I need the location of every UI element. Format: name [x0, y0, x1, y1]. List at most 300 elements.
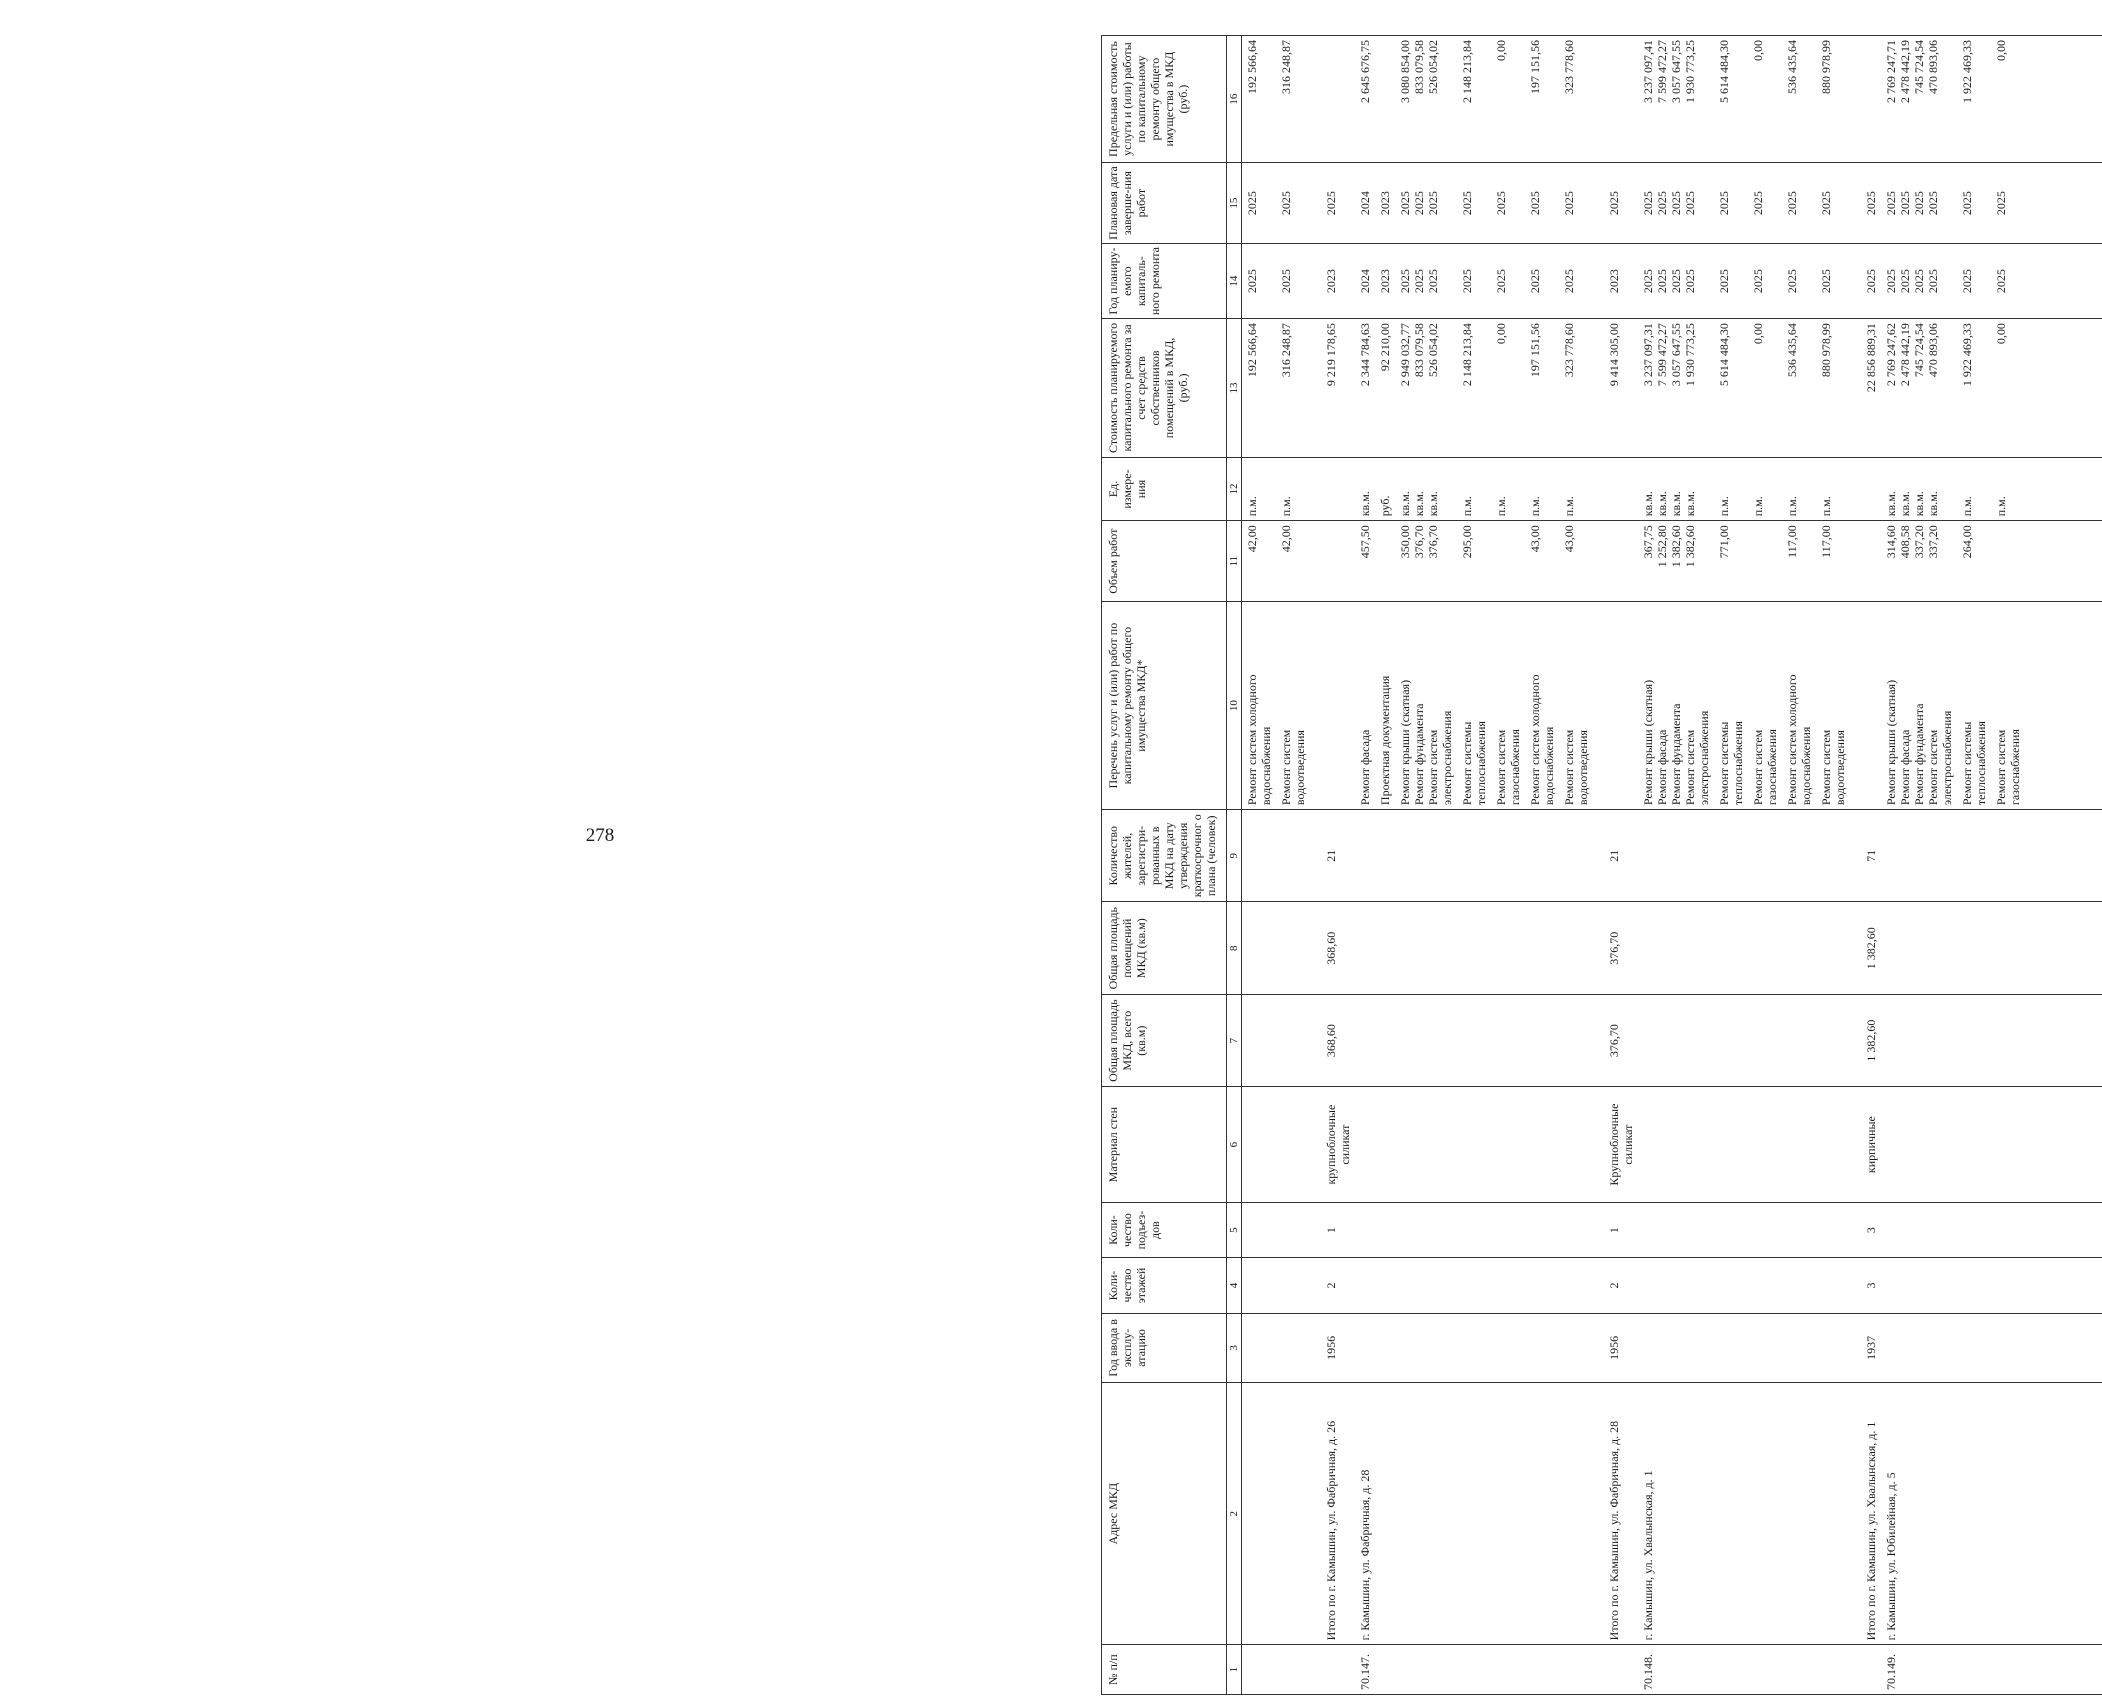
table-cell — [1276, 810, 1310, 902]
work-row — [1395, 36, 1457, 1695]
table-cell — [1242, 810, 1277, 902]
table-cell: 1 382,60 — [1850, 902, 1881, 994]
table-cell — [1714, 1202, 1748, 1257]
column-number: 3 — [1227, 1313, 1242, 1382]
table-cell — [1816, 1258, 1850, 1313]
table-cell: 1 922 469,33 — [1957, 319, 1991, 458]
table-cell: 2025 — [1748, 163, 1782, 244]
table-cell — [1242, 902, 1277, 994]
header-cell: Количество жителей, зарегистри-рованных в МКД на дату утверждения краткосрочног о плана (человек) — [1102, 810, 1227, 902]
table-cell: Ремонт крыши (скатная) Ремонт фасада Ремонт фундамента Ремонт систем электроснабжения — [1881, 602, 1957, 810]
table-cell: 197 151,56 — [1525, 319, 1559, 458]
table-cell: 2025 — [1816, 163, 1850, 244]
table-cell — [1638, 902, 1714, 994]
table-cell — [1991, 1645, 2025, 1695]
column-number: 4 — [1227, 1258, 1242, 1313]
column-number: 12 — [1227, 457, 1242, 521]
table-cell: 2023 — [1375, 244, 1395, 319]
table-cell — [1748, 902, 1782, 994]
table-cell — [1395, 1383, 1457, 1645]
table-cell — [1850, 36, 1881, 163]
table-cell — [1355, 810, 1375, 902]
table-cell: 2 949 032,77 833 079,58 526 054,02 — [1395, 319, 1457, 458]
table-cell: 2 — [1310, 1258, 1355, 1313]
table-cell: 5 614 484,30 — [1714, 36, 1748, 163]
table-cell: 197 151,56 — [1525, 36, 1559, 163]
table-cell — [1816, 810, 1850, 902]
table-cell: крупноблочные силикат — [1310, 1087, 1355, 1203]
table-cell: 264,00 — [1957, 521, 1991, 602]
table-cell — [1881, 810, 1957, 902]
table-cell — [2025, 521, 2102, 602]
table-cell: 2025 — [1276, 244, 1310, 319]
table-cell: 0,00 — [1991, 319, 2025, 458]
work-row — [1491, 36, 1525, 1695]
table-cell — [1748, 1313, 1782, 1382]
table-cell: 2023 — [1310, 244, 1355, 319]
table-cell: Крупноблочные силикат — [1593, 1087, 1638, 1203]
table-cell — [1395, 994, 1457, 1086]
table-cell — [1881, 1258, 1957, 1313]
table-cell: Ремонт системы теплоснабжения — [1957, 602, 1991, 810]
table-cell: 3 237 097,31 7 599 472,27 3 057 647,55 1 930 773,25 — [1638, 319, 1714, 458]
table-cell: г. Камышин, ул. Хвалынская, д. 1 — [1638, 1383, 1714, 1645]
work-row — [1714, 36, 1748, 1695]
column-number: 10 — [1227, 602, 1242, 810]
header-cell: Общая площадь помещений МКД (кв.м) — [1102, 902, 1227, 994]
header-cell: Перечень услуг и (или) работ по капитальному ремонту общего имущества МКД* — [1102, 602, 1227, 810]
table-cell: 2023 — [1375, 163, 1395, 244]
work-row — [1375, 36, 1395, 1695]
table-cell: 368,60 — [1310, 902, 1355, 994]
table-cell — [1242, 1202, 1277, 1257]
table-cell: 92 210,00 — [1375, 319, 1395, 458]
table-cell: 42,00 — [1276, 521, 1310, 602]
table-cell: кв.м. кв.м. кв.м. — [1395, 457, 1457, 521]
table-cell — [1816, 1383, 1850, 1645]
table-cell: 2 148 213,84 — [1457, 319, 1491, 458]
table-cell — [1355, 1202, 1375, 1257]
table-cell — [1714, 1313, 1748, 1382]
table-cell — [1525, 1313, 1559, 1382]
table-cell — [1375, 810, 1395, 902]
table-cell — [1491, 810, 1525, 902]
table-cell — [1355, 1313, 1375, 1382]
table-cell: Ремонт систем газоснабжения — [1991, 602, 2025, 810]
table-cell — [1491, 1313, 1525, 1382]
table-cell — [1991, 1313, 2025, 1382]
table-cell: 2025 — [1525, 163, 1559, 244]
table-cell — [1457, 994, 1491, 1086]
table-cell — [1310, 602, 1355, 810]
table-cell — [1525, 902, 1559, 994]
table-cell: 3 237 097,41 7 599 472,27 3 057 647,55 1 930 773,25 — [1638, 36, 1714, 163]
table-cell: 192 566,64 — [1242, 36, 1277, 163]
table-cell — [1991, 1383, 2025, 1645]
table-cell: 2025 — [1242, 163, 1277, 244]
table-cell: 2024 — [1355, 163, 1375, 244]
table-cell: Ремонт систем водоотведения — [1276, 602, 1310, 810]
table-cell: г. Камышин, ул. Фабричная, д. 28 — [1355, 1383, 1375, 1645]
table-cell — [1881, 1202, 1957, 1257]
table-cell — [1559, 1645, 1593, 1695]
table-cell — [1559, 1087, 1593, 1203]
table-cell: 2025 2025 2025 2025 — [1881, 244, 1957, 319]
table-cell: 2025 — [1850, 163, 1881, 244]
table-cell — [1525, 1383, 1559, 1645]
header-cell: Материал стен — [1102, 1087, 1227, 1203]
table-cell: 2 148 213,84 — [1457, 36, 1491, 163]
table-cell — [1748, 521, 1782, 602]
table-cell: 2025 — [1850, 244, 1881, 319]
table-cell: 536 435,64 — [1782, 319, 1816, 458]
table-cell — [1991, 994, 2025, 1086]
table-cell: Проектная документация — [1375, 602, 1395, 810]
table-cell — [1355, 902, 1375, 994]
table-cell — [1593, 521, 1638, 602]
table-cell — [1881, 1087, 1957, 1203]
table-cell — [1714, 1645, 1748, 1695]
table-cell — [1276, 1258, 1310, 1313]
table-cell: 350,00 376,70 376,70 — [1395, 521, 1457, 602]
page-number: 278 — [585, 825, 615, 846]
table-cell: 368,60 — [1310, 994, 1355, 1086]
table-cell: 316 248,87 — [1276, 319, 1310, 458]
table-cell — [1491, 1087, 1525, 1203]
table-cell — [1375, 1258, 1395, 1313]
table-cell — [1957, 1258, 1991, 1313]
table-cell: Итого по г. Камышин, ул. Хвалынская, д. 1 — [1850, 1383, 1881, 1645]
table-cell: 21 — [1593, 810, 1638, 902]
table-cell — [1593, 457, 1638, 521]
table-cell — [2025, 457, 2102, 521]
table-cell — [1559, 810, 1593, 902]
table-cell — [2025, 902, 2102, 994]
table-cell: 43,00 — [1525, 521, 1559, 602]
table-cell — [1375, 1087, 1395, 1203]
table-cell — [1491, 1202, 1525, 1257]
table-cell — [1310, 36, 1355, 163]
table-cell — [1782, 1383, 1816, 1645]
table-cell: 3 080 854,00 833 079,58 526 054,02 — [1395, 36, 1457, 163]
total-row — [1850, 36, 1881, 1695]
table-cell: Ремонт систем газоснабжения — [1491, 602, 1525, 810]
table-cell — [1375, 902, 1395, 994]
table-cell: 314,60 408,58 337,20 337,20 — [1881, 521, 1957, 602]
table-cell: кирпичные — [1850, 1087, 1881, 1203]
table-cell — [1748, 1645, 1782, 1695]
table-cell — [2025, 244, 2102, 319]
table-cell: 2024 — [1355, 244, 1375, 319]
table-cell: 5 614 484,30 — [1714, 319, 1748, 458]
table-cell — [1850, 1645, 1881, 1695]
table-cell — [1816, 1202, 1850, 1257]
table-cell: 2025 2025 2025 2025 — [1881, 163, 1957, 244]
table-cell — [1559, 1383, 1593, 1645]
table-cell: 2025 — [1593, 163, 1638, 244]
table-cell: 880 978,99 — [1816, 319, 1850, 458]
header-cell: Адрес МКД — [1102, 1383, 1227, 1645]
table-cell: 21 — [1310, 810, 1355, 902]
table-cell — [1395, 1645, 1457, 1695]
table-cell: 0,00 — [1491, 36, 1525, 163]
header-cell: Плановая дата заверше-ния работ — [1102, 163, 1227, 244]
table-cell: 2025 — [1957, 163, 1991, 244]
table-cell — [1957, 994, 1991, 1086]
table-cell — [1242, 994, 1277, 1086]
table-cell: Ремонт крыши (скатная) Ремонт фундамента Ремонт систем электроснабжения — [1395, 602, 1457, 810]
table-cell — [1395, 902, 1457, 994]
table-cell — [1310, 521, 1355, 602]
table-cell: 70.148. — [1638, 1645, 1714, 1695]
table-cell — [1525, 1087, 1559, 1203]
table-cell — [1748, 1258, 1782, 1313]
table-cell: п.м. — [1714, 457, 1748, 521]
table-cell: 2025 — [1276, 163, 1310, 244]
table-cell — [1991, 902, 2025, 994]
capital-repair-table — [1101, 35, 2102, 1695]
table-cell — [1816, 902, 1850, 994]
table-cell — [1276, 1645, 1310, 1695]
table-cell: 2025 — [1991, 244, 2025, 319]
table-cell: 22 856 889,31 — [1850, 319, 1881, 458]
table-cell — [2025, 602, 2102, 810]
column-number: 9 — [1227, 810, 1242, 902]
column-number: 1 — [1227, 1645, 1242, 1695]
table-cell: 2025 2025 2025 — [1395, 163, 1457, 244]
table-cell — [1525, 1258, 1559, 1313]
table-cell: 70.147. — [1355, 1645, 1375, 1695]
table-cell: Ремонт системы теплоснабжения — [1714, 602, 1748, 810]
table-cell — [2025, 1645, 2102, 1695]
table-cell: 2025 — [1782, 163, 1816, 244]
table-cell — [1593, 36, 1638, 163]
table-cell — [1991, 1087, 2025, 1203]
table-cell — [1242, 1645, 1277, 1695]
table-cell: 1 — [1310, 1202, 1355, 1257]
column-number: 11 — [1227, 521, 1242, 602]
filler-row — [2025, 36, 2102, 1695]
table-cell: 2025 — [1957, 244, 1991, 319]
table-cell — [1457, 902, 1491, 994]
table-cell — [1714, 1087, 1748, 1203]
table-cell: 2025 — [1714, 163, 1748, 244]
table-cell: п.м. — [1491, 457, 1525, 521]
table-cell — [1782, 1313, 1816, 1382]
table-cell: 1956 — [1310, 1313, 1355, 1382]
table-cell: 43,00 — [1559, 521, 1593, 602]
table-cell — [1395, 1258, 1457, 1313]
table-cell — [1816, 1087, 1850, 1203]
table-cell — [1816, 1313, 1850, 1382]
table-cell — [1395, 1087, 1457, 1203]
table-cell — [1525, 994, 1559, 1086]
table-cell — [1395, 1202, 1457, 1257]
column-number: 6 — [1227, 1087, 1242, 1203]
table-cell: 2025 2025 2025 2025 — [1638, 163, 1714, 244]
table-cell — [1638, 1202, 1714, 1257]
column-number-row — [1227, 36, 1242, 1695]
table-cell: 1 382,60 — [1850, 994, 1881, 1086]
table-cell — [1276, 1313, 1310, 1382]
table-cell — [1957, 1645, 1991, 1695]
table-cell — [1559, 902, 1593, 994]
table-cell — [1491, 1258, 1525, 1313]
table-cell — [1782, 994, 1816, 1086]
table-cell — [1638, 1313, 1714, 1382]
table-cell: п.м. — [1748, 457, 1782, 521]
table-cell — [1782, 1645, 1816, 1695]
table-cell — [1559, 1202, 1593, 1257]
table-cell: 2025 — [1748, 244, 1782, 319]
table-cell: 3 — [1850, 1202, 1881, 1257]
header-cell: № п/п — [1102, 1645, 1227, 1695]
table-cell — [1782, 902, 1816, 994]
work-row — [1957, 36, 1991, 1695]
table-cell: п.м. — [1957, 457, 1991, 521]
table-cell — [1525, 810, 1559, 902]
table-cell — [1310, 1645, 1355, 1695]
table-cell: 376,70 — [1593, 902, 1638, 994]
table-cell — [1355, 1087, 1375, 1203]
table-cell — [1881, 1313, 1957, 1382]
table-cell — [1957, 810, 1991, 902]
table-cell — [1991, 521, 2025, 602]
column-number: 15 — [1227, 163, 1242, 244]
work-row — [1276, 36, 1310, 1695]
table-cell: Итого по г. Камышин, ул. Фабричная, д. 26 — [1310, 1383, 1355, 1645]
work-row — [1525, 36, 1559, 1695]
table-cell — [1491, 1645, 1525, 1695]
work-row — [1559, 36, 1593, 1695]
table-cell — [1714, 994, 1748, 1086]
table-cell — [1310, 457, 1355, 521]
column-number: 16 — [1227, 36, 1242, 163]
table-cell: 2 — [1593, 1258, 1638, 1313]
table-cell — [1242, 1087, 1277, 1203]
table-cell — [1457, 810, 1491, 902]
table-cell: 9 219 178,65 — [1310, 319, 1355, 458]
table-cell: 2025 — [1714, 244, 1748, 319]
column-number: 7 — [1227, 994, 1242, 1086]
table-cell — [2025, 163, 2102, 244]
table-cell: 0,00 — [1991, 36, 2025, 163]
table-cell — [1991, 1258, 2025, 1313]
table-cell — [1491, 902, 1525, 994]
table-cell — [1375, 994, 1395, 1086]
table-cell: 42,00 — [1242, 521, 1277, 602]
table-cell — [1457, 1383, 1491, 1645]
table-cell — [1559, 1258, 1593, 1313]
table-cell — [2025, 1087, 2102, 1203]
table-cell: кв.м. — [1355, 457, 1375, 521]
table-cell — [1957, 1383, 1991, 1645]
table-cell — [2025, 1313, 2102, 1382]
table-cell — [1748, 1202, 1782, 1257]
table-cell — [1782, 1202, 1816, 1257]
column-number: 2 — [1227, 1383, 1242, 1645]
table-cell — [1375, 521, 1395, 602]
table-cell — [1748, 1087, 1782, 1203]
rotated-table-sheet — [1101, 35, 2102, 1695]
table-cell — [1881, 994, 1957, 1086]
table-cell: 2025 — [1457, 244, 1491, 319]
table-cell: п.м. — [1276, 457, 1310, 521]
table-cell: 2025 — [1816, 244, 1850, 319]
table-cell — [1276, 1383, 1310, 1645]
table-cell: 1 922 469,33 — [1957, 36, 1991, 163]
table-cell — [1491, 994, 1525, 1086]
table-cell: 2025 — [1991, 163, 2025, 244]
table-cell: 2025 — [1491, 244, 1525, 319]
table-cell: 71 — [1850, 810, 1881, 902]
table-cell: 0,00 — [1491, 319, 1525, 458]
table-cell — [1276, 902, 1310, 994]
table-cell: 2025 — [1525, 244, 1559, 319]
table-cell — [2025, 994, 2102, 1086]
work-row — [1457, 36, 1491, 1695]
table-cell — [1525, 1645, 1559, 1695]
table-cell: 323 778,60 — [1559, 36, 1593, 163]
header-cell: Стоимость планируемого капитального ремонта за счет средств собственников помещений в МКД, (руб.) — [1102, 319, 1227, 458]
header-cell: Коли-чество подъез-дов — [1102, 1202, 1227, 1257]
table-cell: 2025 — [1242, 244, 1277, 319]
table-cell: Ремонт крыши (скатная) Ремонт фасада Ремонт фундамента Ремонт систем электроснабжения — [1638, 602, 1714, 810]
work-row — [1816, 36, 1850, 1695]
table-cell: п.м. — [1816, 457, 1850, 521]
table-cell — [1593, 1645, 1638, 1695]
table-cell — [1850, 602, 1881, 810]
table-cell — [1355, 994, 1375, 1086]
table-body — [1242, 36, 2102, 1695]
table-cell: 9 414 305,00 — [1593, 319, 1638, 458]
table-cell — [1881, 902, 1957, 994]
header-cell: Предельная стоимость услуги и (или) работы по капитальному ремонту общего имущества в МКД (руб.) — [1102, 36, 1227, 163]
table-cell: 2025 2025 2025 2025 — [1638, 244, 1714, 319]
table-cell — [1991, 1202, 2025, 1257]
table-cell — [1491, 521, 1525, 602]
table-cell: 771,00 — [1714, 521, 1748, 602]
column-number: 13 — [1227, 319, 1242, 458]
table-cell — [2025, 1258, 2102, 1313]
column-number: 14 — [1227, 244, 1242, 319]
table-cell: 2025 — [1310, 163, 1355, 244]
table-cell — [1748, 994, 1782, 1086]
table-cell: 2025 — [1782, 244, 1816, 319]
table-cell: Итого по г. Камышин, ул. Фабричная, д. 28 — [1593, 1383, 1638, 1645]
work-row — [1991, 36, 2025, 1695]
work-row — [1748, 36, 1782, 1695]
table-cell — [1714, 810, 1748, 902]
table-cell — [2025, 810, 2102, 902]
table-cell: 880 978,99 — [1816, 36, 1850, 163]
table-cell — [1457, 1087, 1491, 1203]
work-row — [1782, 36, 1816, 1695]
table-cell: 1956 — [1593, 1313, 1638, 1382]
table-cell — [1714, 1383, 1748, 1645]
table-cell: Ремонт систем холодного водоснабжения — [1525, 602, 1559, 810]
total-row — [1593, 36, 1638, 1695]
table-cell — [1850, 457, 1881, 521]
table-cell — [1375, 1645, 1395, 1695]
table-cell — [1457, 1258, 1491, 1313]
total-row — [1310, 36, 1355, 1695]
table-cell: 457,50 — [1355, 521, 1375, 602]
table-cell — [2025, 1202, 2102, 1257]
table-cell: Ремонт систем газоснабжения — [1748, 602, 1782, 810]
table-cell: 117,00 — [1782, 521, 1816, 602]
header-cell: Ед. измере-ния — [1102, 457, 1227, 521]
